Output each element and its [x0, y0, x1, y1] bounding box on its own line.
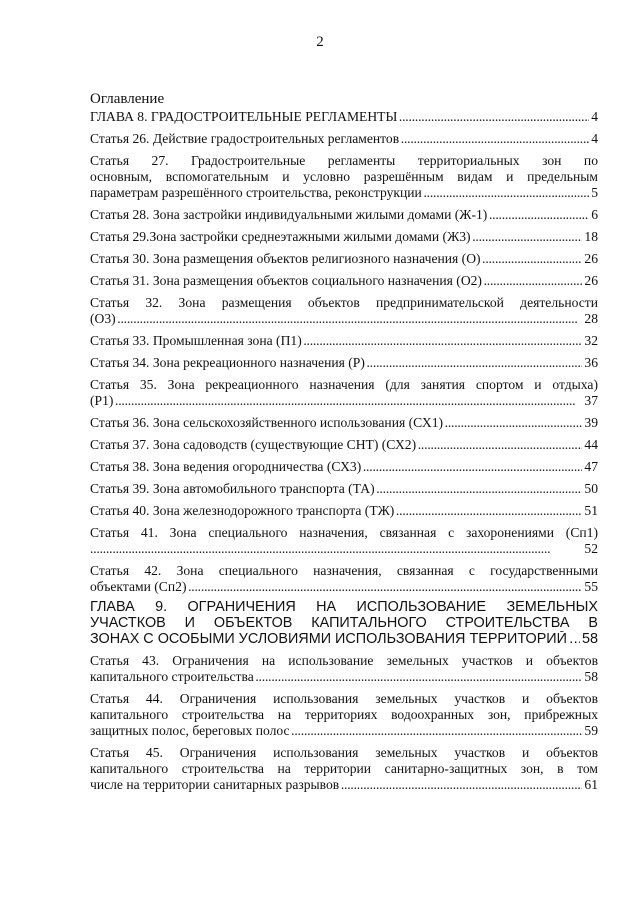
toc-article-entry[interactable] — [90, 377, 598, 409]
toc-article-entry[interactable] — [90, 691, 598, 739]
toc-entry-page: 58 — [584, 669, 598, 684]
toc-entry-text: защитных полос, береговых полос . . . — [90, 723, 598, 738]
toc-entry-line — [90, 691, 598, 707]
toc-entry-text: (Р1) . . . — [90, 393, 575, 408]
toc-entry-text: основным, вспомогательным и условно разрешённым видам и предельным — [90, 169, 598, 184]
toc-entry-line — [90, 599, 598, 615]
toc-entry-page: 52 — [584, 541, 598, 556]
toc-entry-line — [90, 761, 598, 777]
toc-entry-text: Статья 33. Промышленная зона (П1) . . . — [90, 333, 598, 348]
toc-entry-text: капитального строительства . . . — [90, 669, 598, 684]
table-of-contents — [90, 91, 598, 793]
toc-entry-page: 26 — [584, 251, 598, 266]
toc-entry-text: Статья 44. Ограничения использования земельных участков и объектов — [90, 691, 598, 706]
toc-article-entry[interactable] — [90, 251, 598, 267]
toc-entry-text: объектами (Сп2) . . . — [90, 579, 598, 594]
toc-entry-line — [90, 153, 598, 169]
toc-entry-text: Статья 41. Зона специального назначения, связанная с захоронениями (Сп1) — [90, 525, 598, 540]
toc-entry-last-line — [90, 355, 598, 371]
toc-entry-last-line — [90, 207, 598, 223]
toc-entry-text: Статья 32. Зона размещения объектов предпринимательской деятельности — [90, 295, 598, 310]
toc-entry-page: 51 — [584, 503, 598, 518]
toc-entry-last-line — [90, 415, 598, 431]
toc-entry-text: параметрам разрешённого строительства, реконструкции . . . — [90, 185, 598, 200]
toc-entry-text: Статья 27. Градостроительные регламенты территориальных зон по — [90, 153, 598, 168]
toc-entry-page: 5 — [591, 185, 598, 200]
toc-chapter-entry[interactable] — [90, 109, 598, 125]
toc-entry-text: Статья 40. Зона железнодорожного транспорта (ТЖ) . . . — [90, 503, 598, 518]
toc-entry-text: Статья 26. Действие градостроительных регламентов . . . — [90, 131, 598, 146]
toc-entry-text: ГЛАВА 8. ГРАДОСТРОИТЕЛЬНЫЕ РЕГЛАМЕНТЫ . . . — [90, 109, 598, 124]
toc-entry-last-line — [90, 251, 598, 267]
toc-article-entry[interactable] — [90, 273, 598, 289]
toc-entry-last-line — [90, 229, 598, 245]
toc-entry-last-line — [90, 185, 598, 201]
toc-entry-page: 4 — [591, 109, 598, 124]
toc-entry-last-line — [90, 723, 598, 739]
toc-entry-page: 50 — [584, 481, 598, 496]
toc-entry-last-line — [90, 777, 598, 793]
toc-entry-last-line — [90, 131, 598, 147]
toc-entry-text: Статья 38. Зона ведения огородничества (СХ3) . . . — [90, 459, 598, 474]
toc-entry-last-line — [90, 393, 598, 409]
toc-entry-last-line — [90, 273, 598, 289]
toc-article-entry[interactable] — [90, 653, 598, 685]
toc-entry-text: Статья 37. Зона садоводств (существующие СНТ) (СХ2) . . . — [90, 437, 598, 452]
toc-entry-page: 55 — [584, 579, 598, 594]
toc-entry-text: (О3) . . . — [90, 311, 577, 326]
toc-entry-page: 58 — [581, 631, 598, 647]
toc-entry-text: Статья 29.Зона застройки среднеэтажными жилыми домами (Ж3) . . . — [90, 229, 598, 244]
toc-entry-line — [90, 563, 598, 579]
toc-entry-text: капитального строительства на территории санитарно-защитных зон, в том — [90, 761, 598, 776]
toc-entry-text: УЧАСТКОВ И ОБЪЕКТОВ КАПИТАЛЬНОГО СТРОИТЕЛЬСТВА В — [90, 615, 598, 631]
toc-entry-page: 18 — [584, 229, 598, 244]
toc-entry-page: 32 — [584, 333, 598, 348]
toc-entry-text: Статья 39. Зона автомобильного транспорта (ТА) . . . — [90, 481, 598, 496]
toc-article-entry[interactable] — [90, 459, 598, 475]
toc-entry-line — [90, 745, 598, 761]
toc-entry-last-line — [90, 459, 598, 475]
toc-entry-page: 26 — [584, 273, 598, 288]
toc-article-entry[interactable] — [90, 745, 598, 793]
toc-entry-text: Статья 30. Зона размещения объектов религиозного назначения (О) . . . — [90, 251, 598, 266]
toc-entry-text: ГЛАВА 9. ОГРАНИЧЕНИЯ НА ИСПОЛЬЗОВАНИЕ ЗЕМЕЛЬНЫХ — [90, 599, 598, 615]
toc-entry-line — [90, 295, 598, 311]
toc-article-entry[interactable] — [90, 229, 598, 245]
toc-entry-text: Статья 34. Зона рекреационного назначения (Р) . . . — [90, 355, 598, 370]
toc-entry-text: Статья 42. Зона специального назначения, связанная с государственными — [90, 563, 598, 578]
toc-entry-line — [90, 377, 598, 393]
toc-entry-text: Статья 43. Ограничения на использование земельных участков и объектов — [90, 653, 598, 668]
toc-article-entry[interactable] — [90, 355, 598, 371]
toc-entry-page: 4 — [591, 131, 598, 146]
toc-entry-text: ЗОНАХ С ОСОБЫМИ УСЛОВИЯМИ ИСПОЛЬЗОВАНИЯ ТЕРРИТОРИЙ . . . — [90, 631, 598, 647]
toc-entry-last-line — [90, 631, 598, 647]
toc-entry-text: Статья 31. Зона размещения объектов социального назначения (О2) . . . — [90, 273, 598, 288]
toc-article-entry[interactable] — [90, 131, 598, 147]
toc-entry-last-line — [90, 481, 598, 497]
toc-article-entry[interactable] — [90, 563, 598, 595]
toc-entry-page: 39 — [584, 415, 598, 430]
toc-entry-page: 36 — [584, 355, 598, 370]
toc-entry-line — [90, 707, 598, 723]
toc-chapter-entry[interactable] — [90, 599, 598, 647]
toc-entry-line — [90, 525, 598, 541]
toc-entry-last-line — [90, 333, 598, 349]
toc-article-entry[interactable] — [90, 503, 598, 519]
toc-article-entry[interactable] — [90, 207, 598, 223]
page-number: 2 — [316, 34, 324, 50]
toc-article-entry[interactable] — [90, 525, 598, 557]
toc-heading: Оглавление — [90, 91, 165, 107]
toc-article-entry[interactable] — [90, 481, 598, 497]
toc-entry-last-line — [90, 311, 598, 327]
toc-entry-last-line — [90, 503, 598, 519]
toc-entry-page: 28 — [584, 311, 598, 326]
toc-entry-last-line — [90, 669, 598, 685]
toc-entry-line — [90, 169, 598, 185]
toc-article-entry[interactable] — [90, 437, 598, 453]
toc-entry-text: числе на территории санитарных разрывов . . . — [90, 777, 598, 792]
toc-entry-last-line — [90, 579, 598, 595]
toc-entry-text: Статья 36. Зона сельскохозяйственного использования (СХ1) . . . — [90, 415, 598, 430]
toc-entry-text: Статья 28. Зона застройки индивидуальными жилыми домами (Ж-1) . . . — [90, 207, 598, 222]
toc-entry-page: 59 — [584, 723, 598, 738]
toc-entry-last-line — [90, 109, 598, 125]
toc-entry-page: 37 — [584, 393, 598, 408]
toc-entry-page: 44 — [584, 437, 598, 452]
toc-entry-last-line — [90, 437, 598, 453]
toc-entry-text: капитального строительства на территориях водоохранных зон, прибрежных — [90, 707, 598, 722]
toc-entry-page: 61 — [584, 777, 598, 792]
toc-article-entry[interactable] — [90, 333, 598, 349]
toc-entry-page: 47 — [584, 459, 598, 474]
toc-entry-line — [90, 653, 598, 669]
toc-entry-text: Статья 45. Ограничения использования земельных участков и объектов — [90, 745, 598, 760]
toc-entry-text: Статья 35. Зона рекреационного назначения (для занятия спортом и отдыха) — [90, 377, 598, 392]
toc-article-entry[interactable] — [90, 295, 598, 327]
toc-entry-text — [90, 541, 550, 556]
toc-entry-page: 6 — [591, 207, 598, 222]
toc-article-entry[interactable] — [90, 415, 598, 431]
toc-entry-line — [90, 615, 598, 631]
toc-entry-last-line — [90, 541, 598, 557]
toc-article-entry[interactable] — [90, 153, 598, 201]
